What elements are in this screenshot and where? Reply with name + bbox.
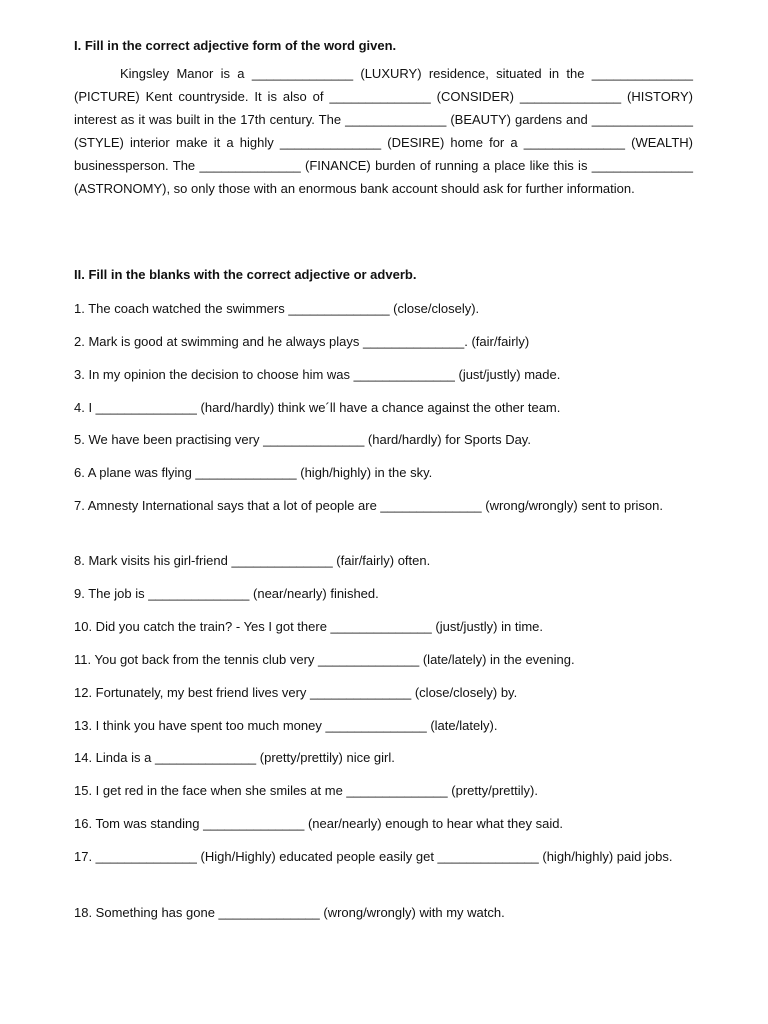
exercise-item-8: 8. Mark visits his girl-friend ______________ (fair/fairly) often. [74,553,431,568]
exercise-item-14: 14. Linda is a ______________ (pretty/prettily) nice girl. [74,750,395,765]
exercise-item-16: 16. Tom was standing ______________ (near/nearly) enough to hear what they said. [74,816,564,831]
exercise-item-7: 7. Amnesty International says that a lot of people are ______________ (wrong/wrongly) sent to prison. [74,498,663,513]
exercise-item-15: 15. I get red in the face when she smiles at me ______________ (pretty/prettily). [74,783,538,798]
exercise-item-1: 1. The coach watched the swimmers ______________ (close/closely). [74,301,480,316]
exercise-item-11: 11. You got back from the tennis club very ______________ (late/lately) in the evening. [74,652,575,667]
exercise-item-18: 18. Something has gone ______________ (wrong/wrongly) with my watch. [74,905,505,920]
exercise-item-13: 13. I think you have spent too much money ______________ (late/lately). [74,718,498,733]
exercise-item-4: 4. I ______________ (hard/hardly) think we´ll have a chance against the other team. [74,400,561,415]
exercise-item-17: 17. ______________ (High/Highly) educated people easily get ______________ (high/highly) paid jobs. [74,849,673,864]
exercise-item-3: 3. In my opinion the decision to choose him was ______________ (just/justly) made. [74,367,561,382]
section-1-heading: I. Fill in the correct adjective form of the word given. [74,38,397,53]
exercise-item-6: 6. A plane was flying ______________ (high/highly) in the sky. [74,465,433,480]
section-2-heading: II. Fill in the blanks with the correct adjective or adverb. [74,267,417,282]
exercise-item-12: 12. Fortunately, my best friend lives very ______________ (close/closely) by. [74,685,518,700]
exercise-item-10: 10. Did you catch the train? - Yes I got there ______________ (just/justly) in time. [74,619,544,634]
exercise-item-9: 9. The job is ______________ (near/nearly) finished. [74,586,379,601]
section-1-paragraph: Kingsley Manor is a ______________ (LUXURY) residence, situated in the ______________ (PICTURE) Kent countryside. It is also of ______________ (CONSIDER) ______________ (HISTORY) interest as it was built in the 17th century. The ______________ (BEAUTY) gardens and ______________ (STYLE) interior make it a highly ______________ (DESIRE) home for a ______________ (WEALTH) businessperson. The ______________ (FINANCE) burden of running a place like this is ______________ (ASTRONOMY), so only those with an enormous bank account should ask for further information. [74,66,693,196]
exercise-item-5: 5. We have been practising very ______________ (hard/hardly) for Sports Day. [74,432,531,447]
exercise-item-2: 2. Mark is good at swimming and he always plays ______________. (fair/fairly) [74,334,530,349]
